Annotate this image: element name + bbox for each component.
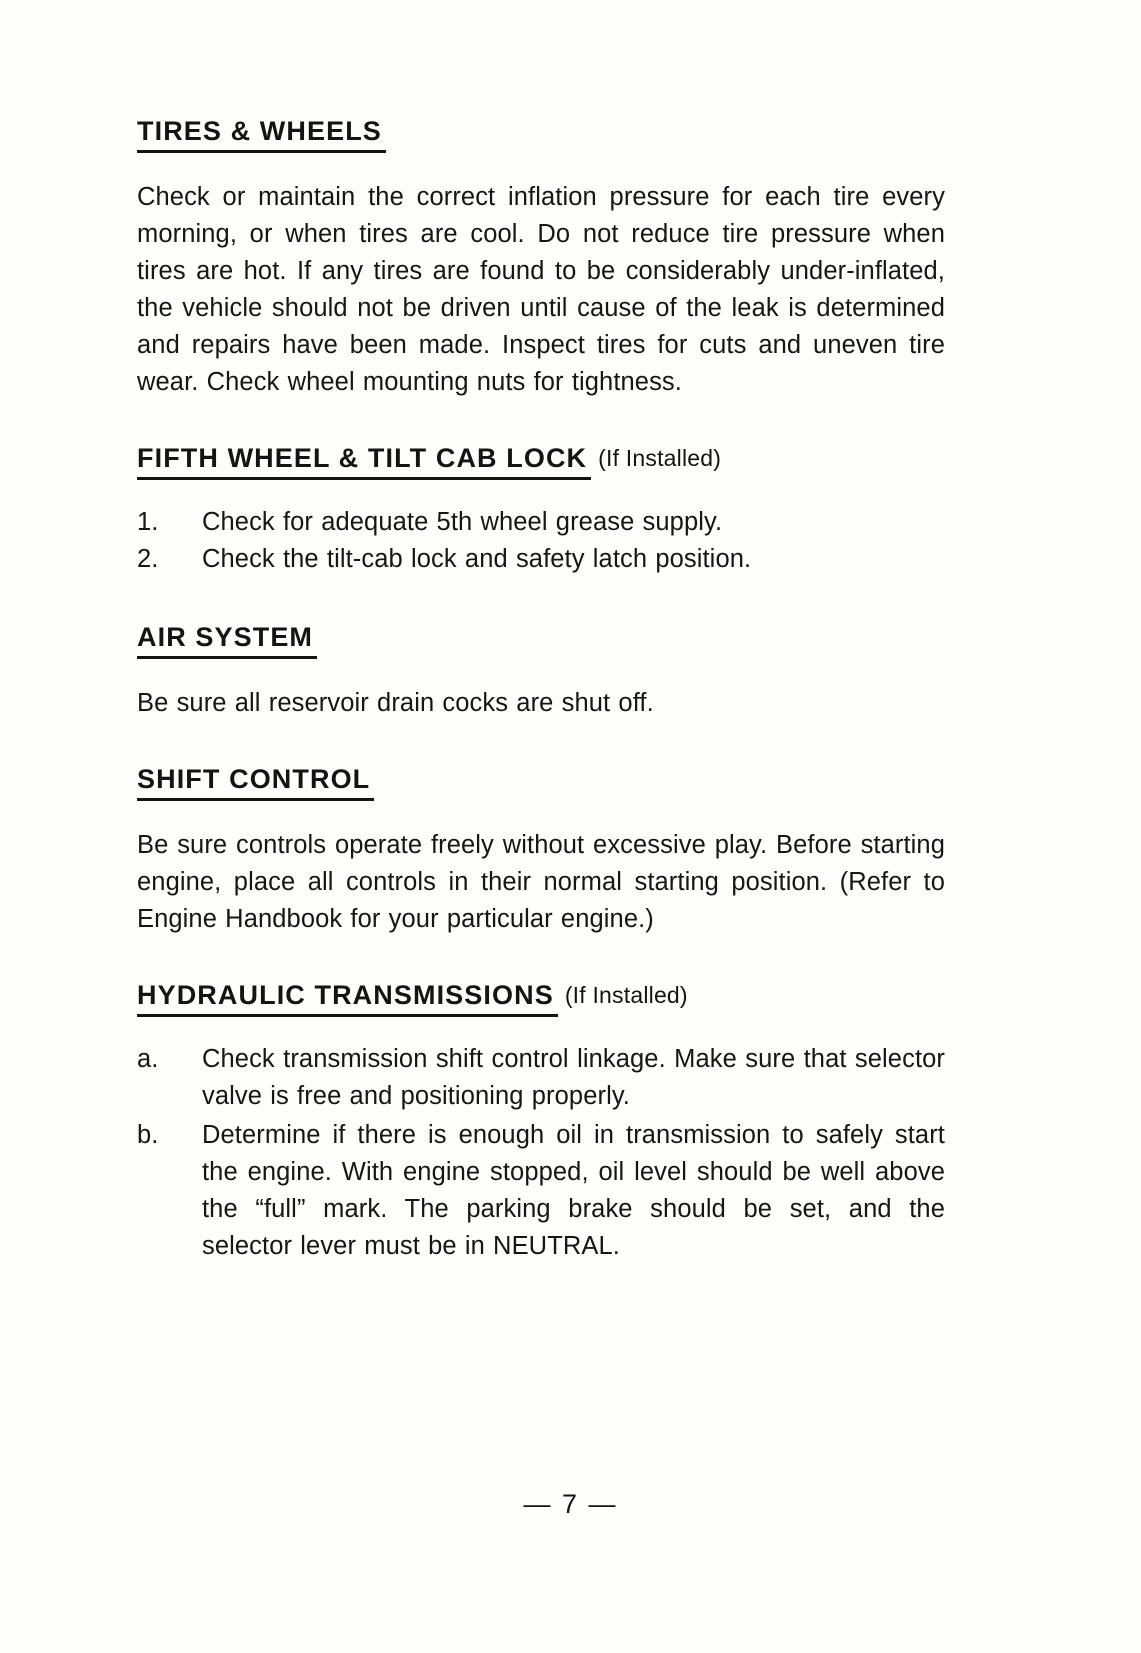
list-item <box>137 541 945 578</box>
lettered-list-hydraulic-transmissions <box>137 1041 945 1265</box>
section-tires-wheels <box>137 118 945 401</box>
page-number: — 7 — <box>523 1489 618 1519</box>
numbered-list-fifth-wheel <box>137 504 945 578</box>
heading-text: HYDRAULIC TRANSMISSIONS <box>137 982 558 1017</box>
section-heading-shift-control <box>137 766 945 801</box>
heading-text: FIFTH WHEEL & TILT CAB LOCK <box>137 445 591 480</box>
section-fifth-wheel-tilt-cab-lock <box>137 445 945 578</box>
list-item-marker: a. <box>137 1045 159 1073</box>
section-body-tires-wheels: Check or maintain the correct inflation pressure for each tire every morning, or when tires are cool. Do not reduce tire pressure when tires are hot. If any tires are found to be considerably under-inflated, the vehicle should not be driven until cause of the leak is determined and repairs have been made. Inspect tires for cuts and uneven tire wear. Check wheel mounting nuts for tightness. <box>137 183 945 396</box>
heading-suffix: (If Installed) <box>564 982 688 1008</box>
page-content <box>137 118 945 1265</box>
list-item <box>137 1041 945 1115</box>
list-item-text: Determine if there is enough oil in transmission to safely start the engine. With engine stopped, oil level should be well above the “full” mark. The parking brake should be set, and the selector lever must be in NEUTRAL. <box>202 1121 945 1260</box>
heading-text: AIR SYSTEM <box>137 624 317 659</box>
list-item-text: Check the tilt-cab lock and safety latch position. <box>202 545 752 573</box>
section-heading-hydraulic-transmissions <box>137 982 945 1017</box>
section-air-system <box>137 624 945 722</box>
section-body-air-system: Be sure all reservoir drain cocks are shut off. <box>137 689 654 717</box>
section-body-shift-control: Be sure controls operate freely without excessive play. Before starting engine, place all controls in their normal starting position. (Refer to Engine Handbook for your particular engine.) <box>137 831 945 933</box>
list-item-marker: b. <box>137 1121 159 1149</box>
heading-suffix: (If Installed) <box>598 445 722 471</box>
list-item-text: Check for adequate 5th wheel grease supply. <box>202 508 723 536</box>
section-shift-control <box>137 766 945 938</box>
heading-text: SHIFT CONTROL <box>137 766 374 801</box>
list-item <box>137 1117 945 1265</box>
list-item-marker: 2. <box>137 545 159 573</box>
section-heading-tires-wheels <box>137 118 945 153</box>
list-item-text: Check transmission shift control linkage. Make sure that selector valve is free and positioning properly. <box>202 1045 945 1110</box>
section-heading-air-system <box>137 624 945 659</box>
heading-text: TIRES & WHEELS <box>137 118 386 153</box>
section-heading-fifth-wheel-tilt-cab-lock <box>137 445 945 480</box>
section-hydraulic-transmissions <box>137 982 945 1265</box>
list-item-marker: 1. <box>137 508 159 536</box>
list-item <box>137 504 945 541</box>
